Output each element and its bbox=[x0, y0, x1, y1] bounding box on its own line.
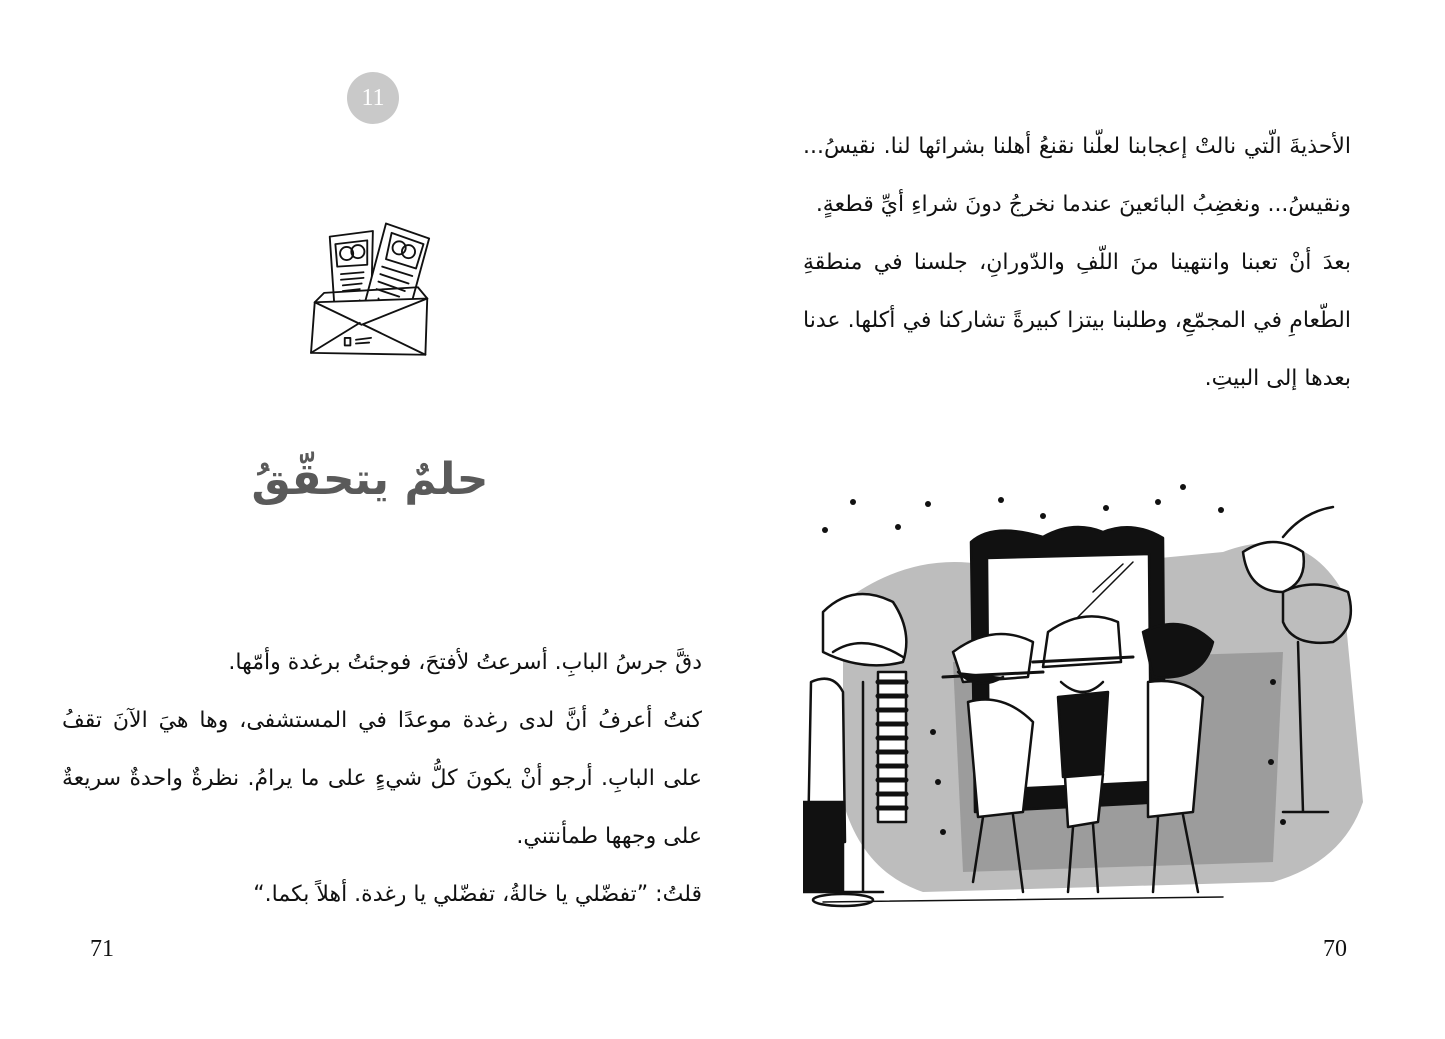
left-page bbox=[0, 0, 722, 1039]
paragraph: قلتُ: ”تفضّلي يا خالةُ، تفضّلي يا رغدة. أهلاً بكما.“ bbox=[253, 882, 702, 907]
page-number: 71 bbox=[90, 936, 114, 962]
chapter-title: حلمٌ يتحقّقُ bbox=[251, 454, 489, 505]
paragraph: دقَّ جرسُ البابِ. أسرعتُ لأفتحَ، فوجئتُ برغدة وأمّها. bbox=[228, 650, 702, 675]
paragraph: الأحذيةَ الّتي نالتْ إعجابنا لعلّنا نقنعُ أهلنا بشرائها لنا. نقيسُ... ونقيسُ... ونغضِبُ البائعينَ عندما نخرجُ دونَ شراءِ أيِّ قطعةٍ. bbox=[803, 134, 1351, 217]
hat-shop-illustration bbox=[803, 482, 1403, 920]
envelope-letters-icon bbox=[296, 216, 446, 366]
right-page bbox=[723, 0, 1445, 1039]
paragraph: كنتُ أعرفُ أنَّ لدى رغدة موعدًا في المستشفى، وها هيَ الآنَ تقفُ على البابِ. أرجو أنْ يكونَ كلُّ شيءٍ على ما يرامُ. نظرةٌ واحدةٌ سريعةٌ على وجهها طمأنتني. bbox=[62, 708, 702, 849]
right-page-body bbox=[803, 118, 1351, 408]
chapter-number-badge: 11 bbox=[347, 72, 399, 124]
paragraph: بعدَ أنْ تعبنا وانتهينا منَ اللّفِ والدّورانِ، جلسنا في منطقةِ الطّعامِ في المجمّعِ، وطلبنا بيتزا كبيرةً تشاركنا في أكلها. عدنا بعدها إلى البيتِ. bbox=[803, 250, 1351, 391]
page-number: 70 bbox=[1323, 936, 1347, 962]
left-page-body bbox=[62, 634, 702, 924]
